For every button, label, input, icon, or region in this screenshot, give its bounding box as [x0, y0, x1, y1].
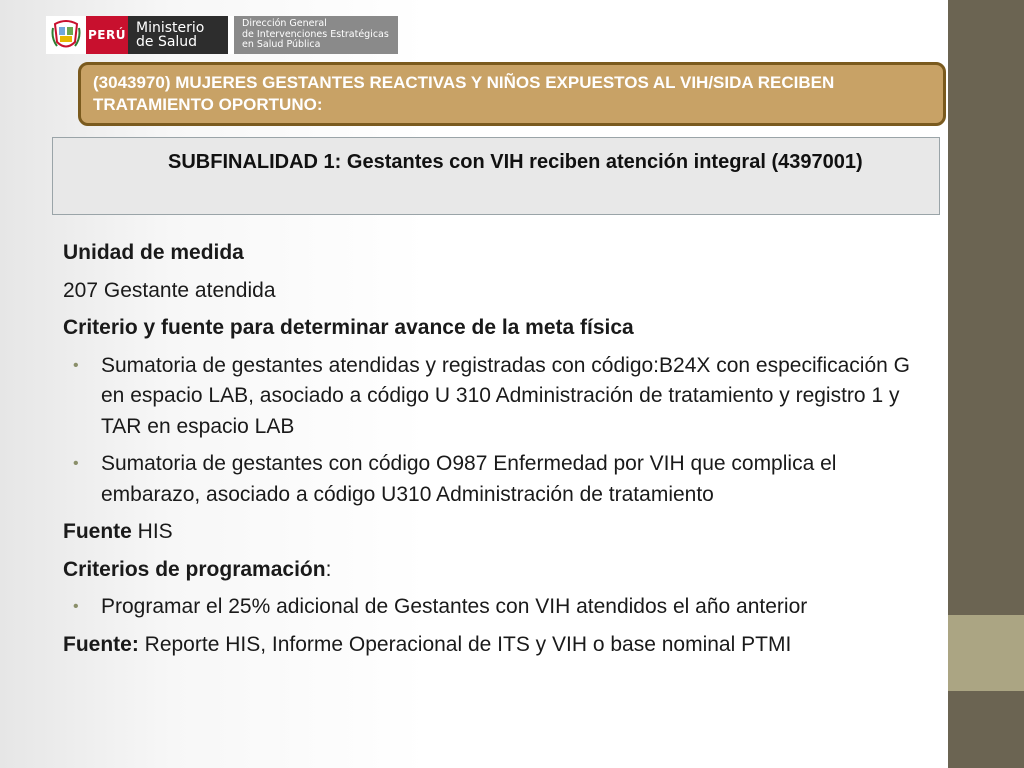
- bullet-icon: •: [73, 598, 79, 615]
- criterio-heading: Criterio y fuente para determinar avance de la meta física: [63, 316, 634, 339]
- subfinalidad-title: SUBFINALIDAD 1: Gestantes con VIH reciben atención integral (4397001): [52, 137, 940, 215]
- criterio-list: [63, 351, 923, 511]
- ministry-logo: [46, 16, 398, 54]
- decorative-side-bar: [948, 0, 1024, 768]
- coat-of-arms-icon: [46, 16, 86, 54]
- unidad-heading: Unidad de medida: [63, 241, 244, 264]
- fuente-final-label: Fuente:: [63, 632, 139, 656]
- criterio-bullet-2: Sumatoria de gestantes con código O987 Enfermedad por VIH que complica el embarazo, asociado a código U310 Administración de tratamiento: [101, 452, 837, 506]
- fuente-final-value: Reporte HIS, Informe Operacional de ITS y VIH o base nominal PTMI: [138, 632, 792, 656]
- logo-direction-line3: en Salud Pública: [242, 39, 321, 51]
- list-item: [63, 449, 923, 510]
- bullet-icon: •: [73, 455, 79, 472]
- fuente-label: Fuente: [63, 520, 132, 543]
- programacion-line: [63, 555, 923, 586]
- bullet-icon: •: [73, 356, 79, 374]
- fuente-value: HIS: [131, 520, 173, 543]
- logo-ministry-line1: Ministerio: [136, 20, 205, 36]
- logo-ministry-line2: de Salud: [136, 34, 198, 50]
- programacion-heading: Criterios de programación: [63, 557, 326, 581]
- logo-country-label: PERÚ: [86, 16, 128, 54]
- slide-content: [63, 238, 923, 667]
- program-banner: (3043970) MUJERES GESTANTES REACTIVAS Y NIÑOS EXPUESTOS AL VIH/SIDA RECIBEN TRATAMIENTO OPORTUNO:: [78, 62, 946, 126]
- programacion-list: [63, 592, 923, 623]
- list-item: [63, 592, 923, 623]
- fuente-line: [63, 517, 923, 548]
- list-item: [63, 351, 923, 443]
- programacion-bullet-1: Programar el 25% adicional de Gestantes con VIH atendidos el año anterior: [101, 595, 808, 618]
- logo-direction-name: [234, 16, 398, 54]
- decorative-side-band: [948, 615, 1024, 691]
- logo-direction-line1: Dirección General: [242, 18, 327, 30]
- fuente-final-line: [63, 630, 923, 661]
- programacion-colon: :: [325, 557, 332, 581]
- logo-direction-line2: de Intervenciones Estratégicas: [242, 28, 389, 40]
- unidad-value: 207 Gestante atendida: [63, 278, 276, 302]
- criterio-bullet-1: Sumatoria de gestantes atendidas y registradas con código:B24X con especificación G en espacio LAB, asociado a código U 310 Administración de tratamiento y registro 1 y TAR en espacio LAB: [101, 353, 910, 438]
- logo-ministry-name: [128, 16, 228, 54]
